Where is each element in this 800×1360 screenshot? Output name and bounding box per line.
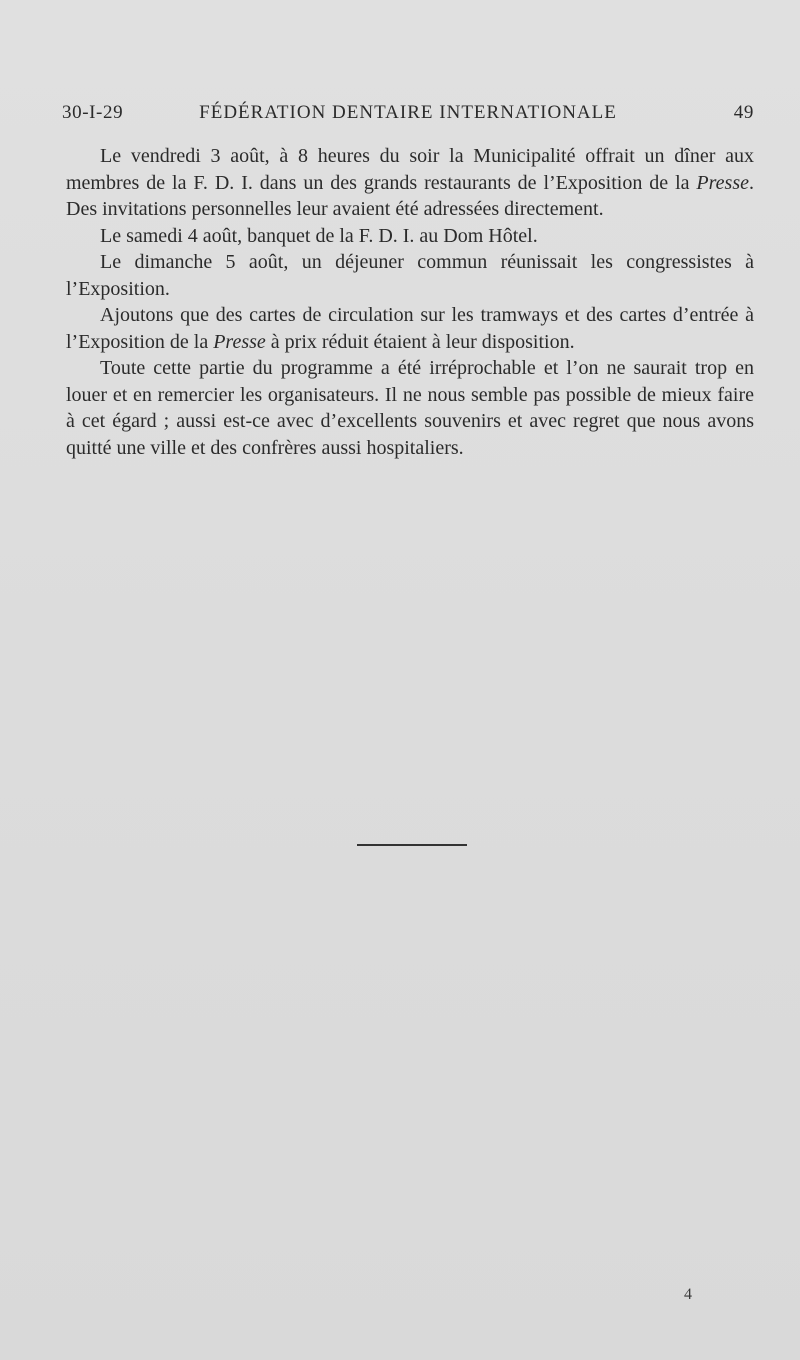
signature-mark: 4 bbox=[684, 1286, 692, 1303]
paragraph-text: Le vendredi 3 août, à 8 heures du soir la Municipalité offrait un dîner aux membres de la F. D. I. dans un des grands restaurants de l’Exposition de la bbox=[66, 145, 754, 194]
header-date: 30-I-29 bbox=[62, 102, 124, 123]
paragraph-text: Toute cette partie du programme a été irréprochable et l’on ne saurait trop en louer et en remercier les organisateurs. Il ne nous semble pas possible de mieux faire à cet égard ; aussi est-ce avec d’excellents souvenirs et avec regret que nous avons quitté une ville et des confrères aussi hospitaliers. bbox=[66, 357, 754, 459]
paragraph-cards bbox=[66, 302, 754, 355]
paragraph-text: à prix réduit étaient à leur disposition. bbox=[265, 330, 575, 353]
paragraph-dinner bbox=[66, 143, 754, 223]
paragraph-text: Le dimanche 5 août, un déjeuner commun réunissait les congressistes à l’Exposition. bbox=[66, 251, 754, 300]
paragraph-banquet bbox=[66, 223, 754, 250]
italic-text: Presse bbox=[213, 330, 266, 353]
paragraph-lunch bbox=[66, 249, 754, 302]
italic-text: Presse bbox=[696, 171, 749, 194]
section-divider bbox=[357, 844, 467, 846]
running-header bbox=[62, 102, 754, 132]
paragraph-text: Ajoutons que des cartes de circulation sur les tramways et des cartes d’entrée à l’Exposition de la bbox=[66, 304, 754, 353]
header-title: FÉDÉRATION DENTAIRE INTERNATIONALE bbox=[199, 102, 617, 123]
paragraph-text: . Des invitations personnelles leur avaient été adressées directement. bbox=[66, 171, 754, 220]
paragraph-conclusion bbox=[66, 355, 754, 461]
paragraph-text: Le samedi 4 août, banquet de la F. D. I. au Dom Hôtel. bbox=[100, 224, 538, 247]
page-number: 49 bbox=[733, 102, 754, 123]
body-text bbox=[66, 143, 754, 461]
